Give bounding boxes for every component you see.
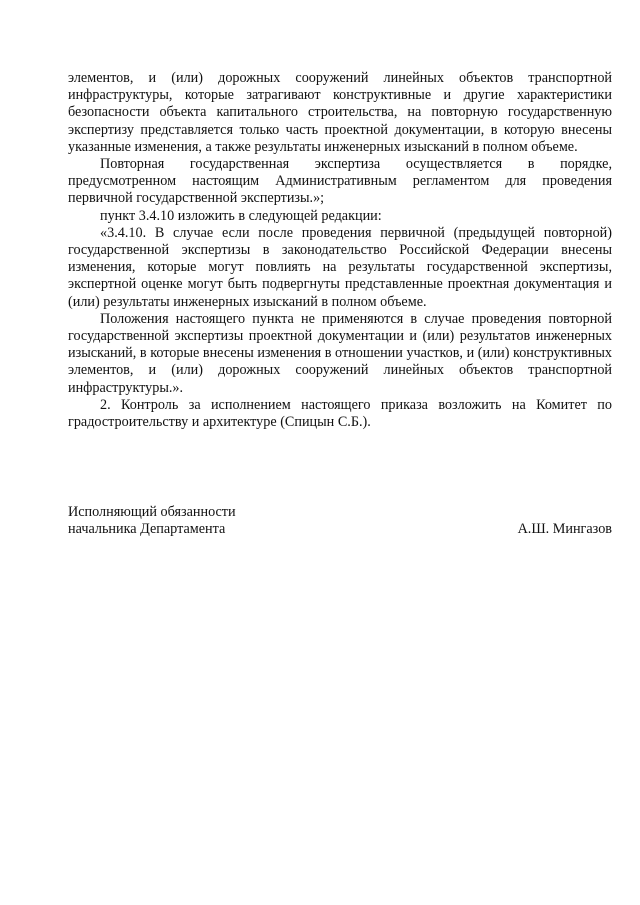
signature-position-line2: начальника Департамента: [68, 521, 226, 538]
paragraph-clause-3-4-10: «3.4.10. В случае если после проведения первичной (предыдущей повторной) государственной экспертизы в законодательство Российской Федерации внесены изменения, которые могут повлиять на результаты государственной экспертизы, экспертной оценке могут быть подвергнуты представленные проектная документация и (или) результаты инженерных изысканий в полном объеме.: [68, 224, 612, 310]
paragraph-control: 2. Контроль за исполнением настоящего приказа возложить на Комитет по градостроительству и архитектуре (Спицын С.Б.).: [68, 396, 612, 431]
signature-row: [68, 521, 612, 538]
signature-block: [68, 504, 612, 538]
paragraph-continuation: элементов, и (или) дорожных сооружений линейных объектов транспортной инфраструктуры, которые затрагивают конструктивные и другие характеристики безопасности объекта капитального строительства, на повторную государственную экспертизу представляется только часть проектной документации, в которую внесены указанные изменения, а также результаты инженерных изысканий в полном объеме.: [68, 70, 612, 155]
document-body: [68, 70, 612, 431]
signature-position-line1: Исполняющий обязанности: [68, 504, 236, 520]
signatory-name: А.Ш. Мингазов: [517, 521, 612, 538]
paragraph-exceptions: Положения настоящего пункта не применяются в случае проведения повторной государственной экспертизы проектной документации и (или) результатов инженерных изысканий, в которые внесены изменения в отношении участков, и (или) конструктивных элементов, и (или) дорожных сооружений линейных объектов транспортной инфраструктуры.».: [68, 310, 612, 396]
paragraph-repeat-expertise: Повторная государственная экспертиза осуществляется в порядке, предусмотренном настоящим Административным регламентом для проведения первичной государственной экспертизы.»;: [68, 156, 612, 207]
paragraph-clause-intro: пункт 3.4.10 изложить в следующей редакции:: [100, 207, 382, 224]
